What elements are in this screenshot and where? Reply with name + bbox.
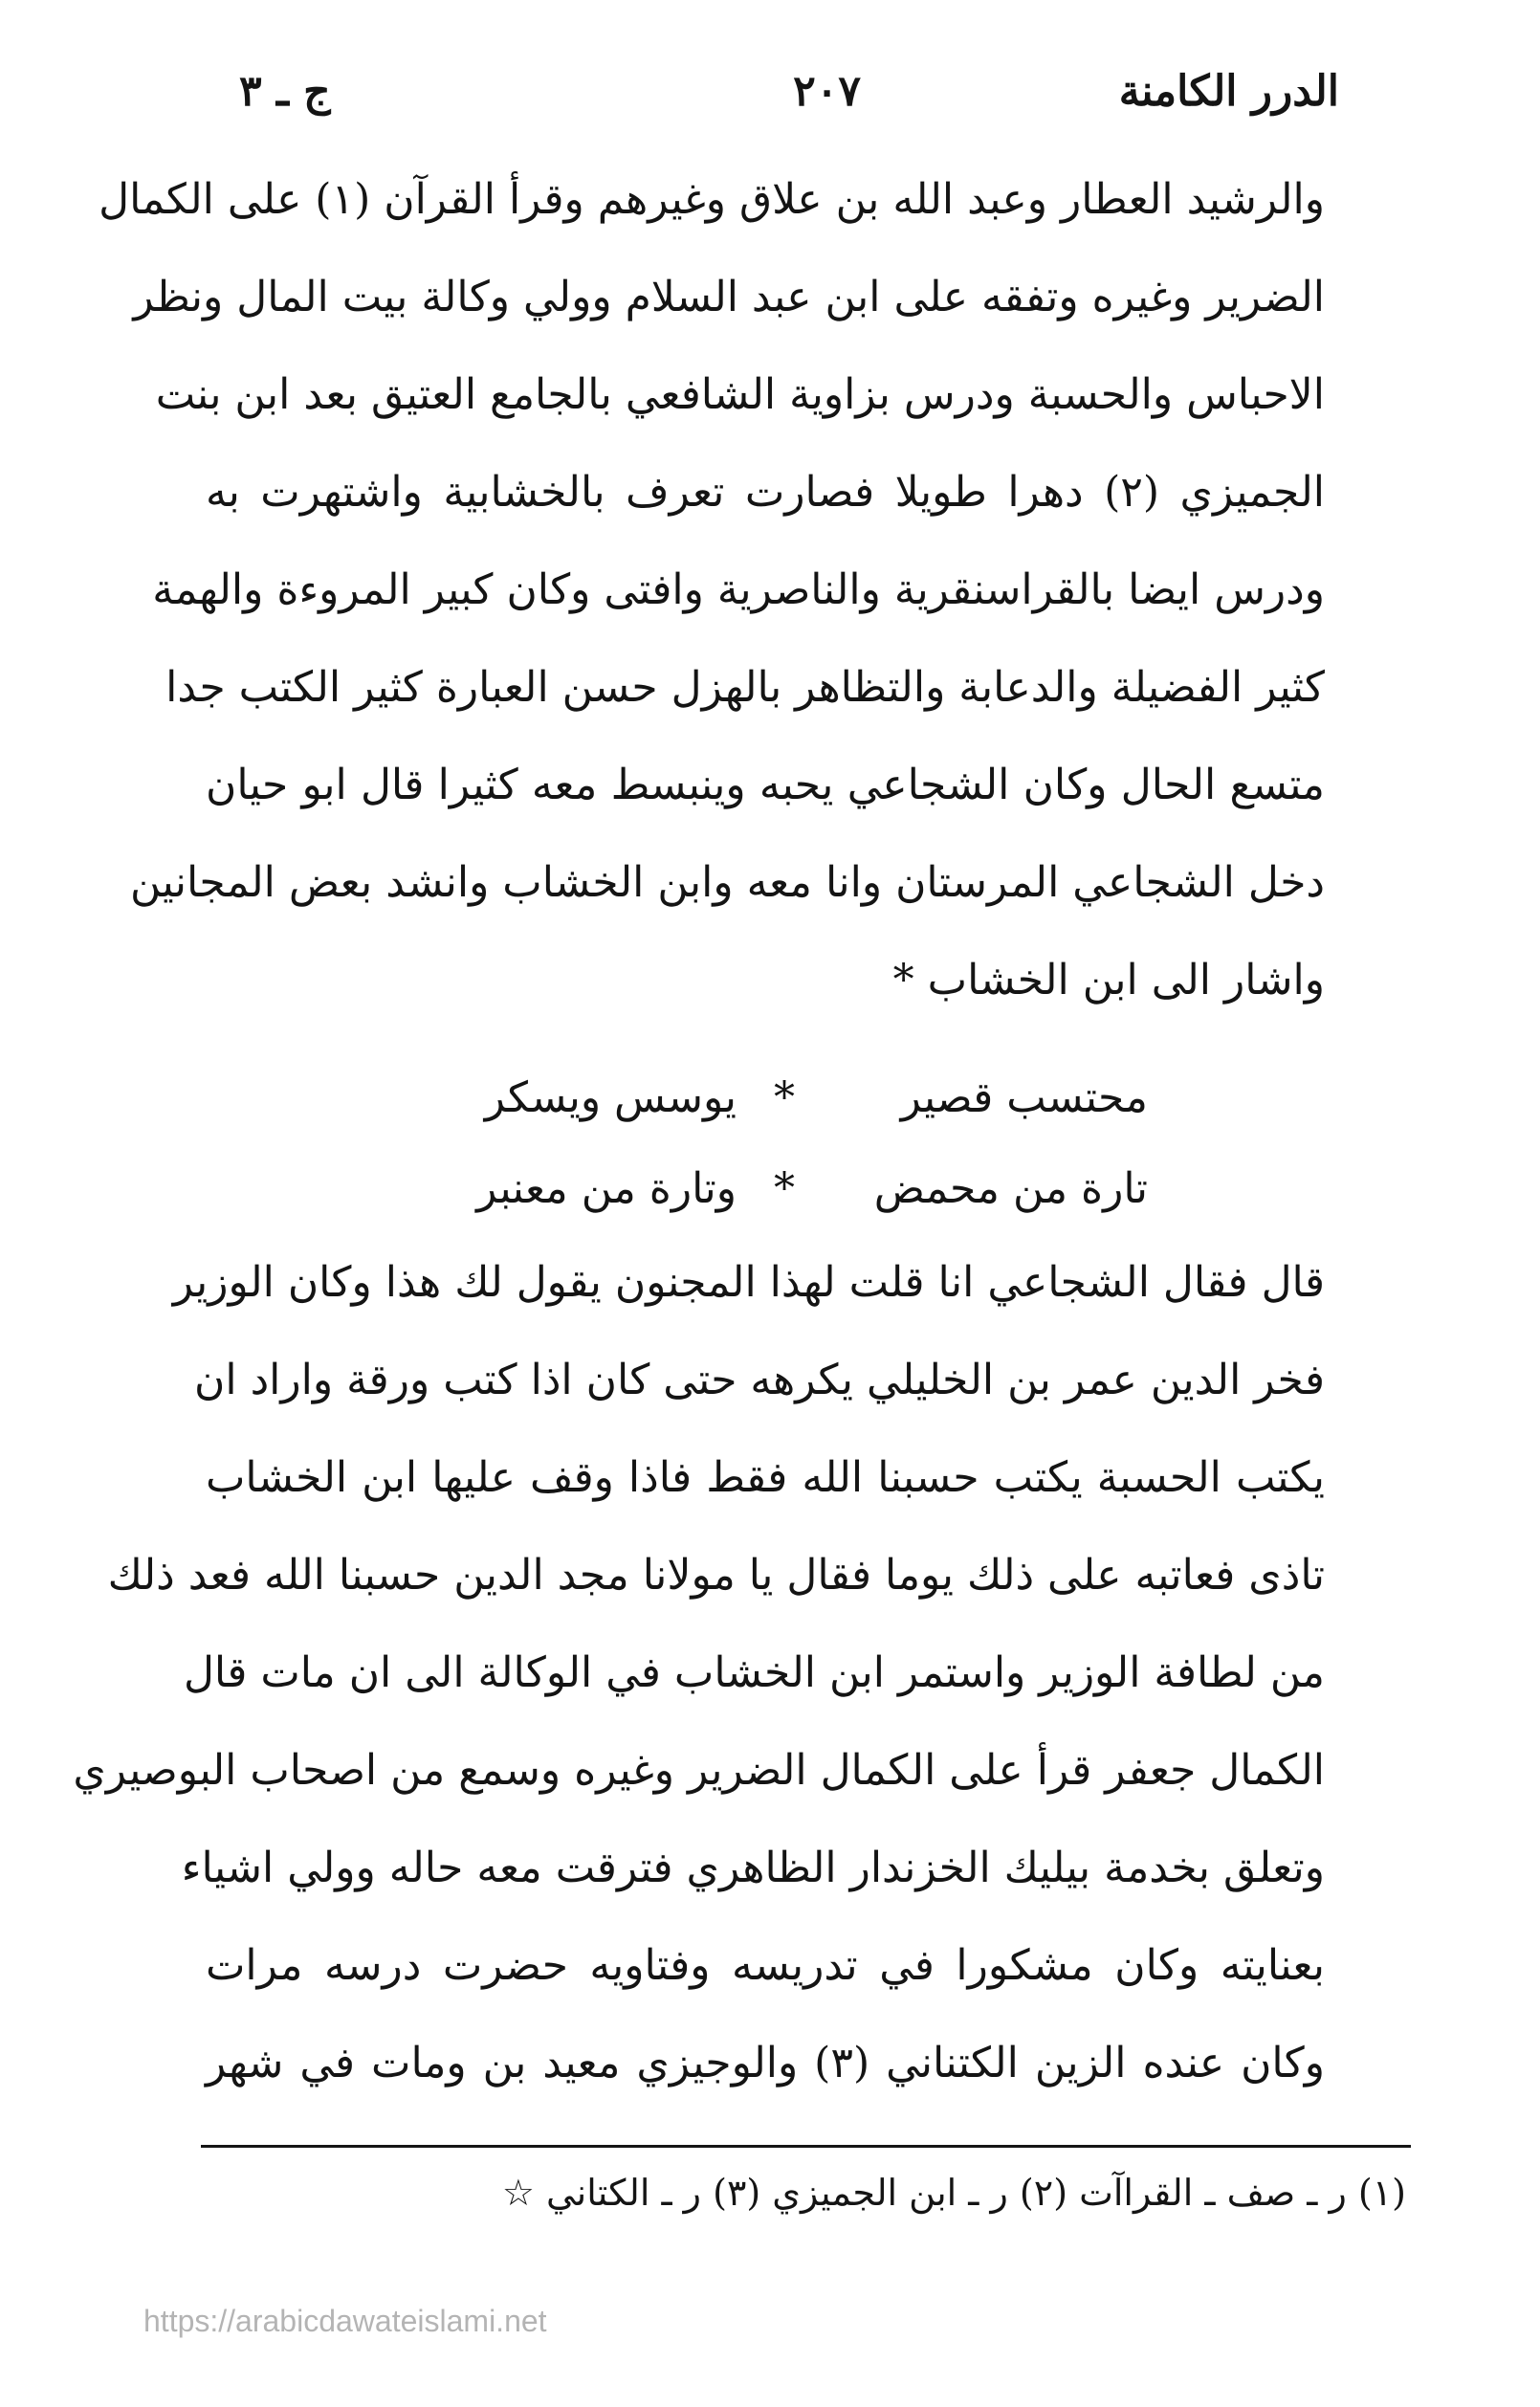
text-line: متسع الحال وكان الشجاعي يحبه وينبسط معه كثيرا قال ابو حيان: [206, 761, 1325, 809]
verse-separator: *: [774, 1073, 795, 1122]
text-line: الاحباس والحسبة ودرس بزاوية الشافعي بالجامع العتيق بعد ابن بنت: [155, 370, 1325, 419]
text-line: وكان عنده الزين الكتناني (٣) والوجيزي معيد بن ومات في شهر: [206, 2039, 1325, 2087]
paragraph-1: [99, 151, 1325, 1029]
text-line: تاذى فعاتبه على ذلك يوما فقال يا مولانا مجد الدين حسبنا الله فعد ذلك: [107, 1551, 1325, 1600]
volume-number: ج ـ ٣: [239, 67, 331, 116]
verse-first-hemistich: تارة من محمض: [873, 1164, 1148, 1213]
text-line: بعنايته وكان مشكورا في تدريسه وفتاويه حضرت درسه مرات: [206, 1941, 1325, 1990]
text-line: كثير الفضيلة والدعابة والتظاهر بالهزل حسن العبارة كثير الكتب جدا: [165, 663, 1325, 712]
poem-verses: [383, 1052, 1148, 1234]
text-line: الضرير وغيره وتفقه على ابن عبد السلام وولي وكالة بيت المال ونظر: [133, 273, 1325, 321]
text-line: فخر الدين عمر بن الخليلي يكرهه حتى كان اذا كتب ورقة واراد ان: [194, 1356, 1325, 1404]
text-line: وتعلق بخدمة بيليك الخزندار الظاهري فترقت معه حاله وولي اشياء: [181, 1844, 1325, 1892]
verse-second-hemistich: وتارة من معنبر: [476, 1164, 737, 1213]
text-line: الجميزي (٢) دهرا طويلا فصارت تعرف بالخشابية واشتهرت به: [206, 468, 1325, 517]
paragraph-2: [73, 1234, 1325, 2112]
verse-separator: *: [774, 1164, 795, 1213]
book-title: الدرر الكامنة: [1118, 67, 1339, 116]
footnotes: (١) ر ـ صف ـ القراآت (٢) ر ـ ابن الجميزي (٣) ر ـ الكتاني ☆: [501, 2172, 1406, 2214]
verse-line: [383, 1143, 1148, 1234]
text-line: والرشيد العطار وعبد الله بن علاق وغيرهم وقرأ القرآن (١) على الكمال: [99, 175, 1325, 224]
watermark-url: https://arabicdawateislami.net: [143, 2304, 547, 2338]
footnote-divider: [201, 2145, 1411, 2148]
text-line: الكمال جعفر قرأ على الكمال الضرير وغيره وسمع من اصحاب البوصيري: [73, 1746, 1325, 1795]
verse-second-hemistich: يوسس ويسكر: [484, 1073, 737, 1122]
text-line: يكتب الحسبة يكتب حسبنا الله فقط فاذا وقف عليها ابن الخشاب: [206, 1453, 1325, 1502]
running-header: [239, 59, 1339, 136]
text-line: قال فقال الشجاعي انا قلت لهذا المجنون يقول لك هذا وكان الوزير: [172, 1258, 1325, 1307]
text-line: ودرس ايضا بالقراسنقرية والناصرية وافتى وكان كبير المروءة والهمة: [152, 565, 1325, 614]
text-line: واشار الى ابن الخشاب *: [892, 956, 1325, 1005]
text-line: دخل الشجاعي المرستان وانا معه وابن الخشاب وانشد بعض المجانين: [130, 858, 1325, 907]
verse-line: [383, 1052, 1148, 1143]
page-number: ٢٠٧: [793, 67, 861, 116]
verse-first-hemistich: محتسب قصير: [900, 1073, 1148, 1122]
text-line: من لطافة الوزير واستمر ابن الخشاب في الوكالة الى ان مات قال: [183, 1648, 1325, 1697]
